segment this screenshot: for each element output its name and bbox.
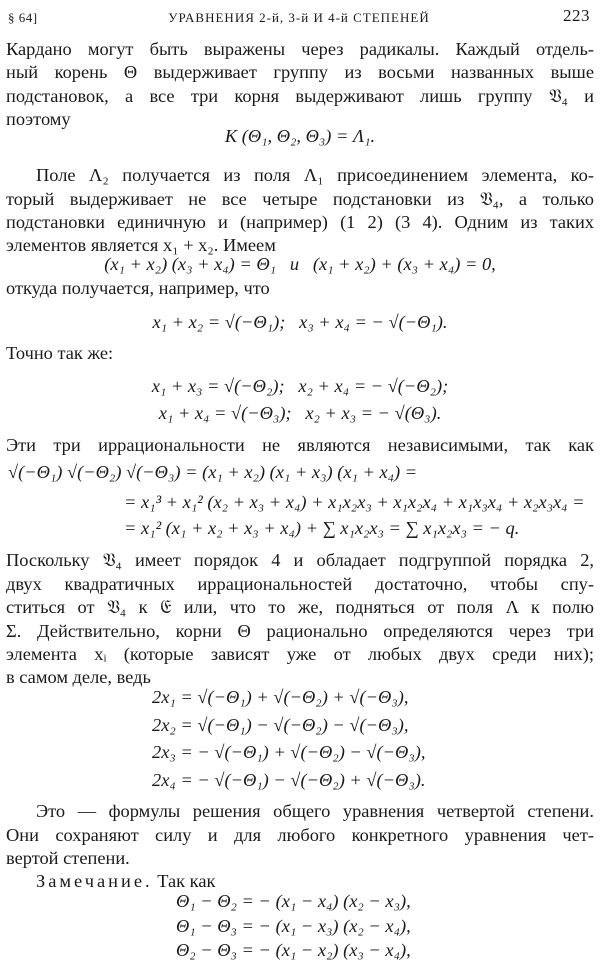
running-title: УРАВНЕНИЯ 2-й, 3-й И 4-й СТЕПЕНЕЙ — [168, 10, 430, 25]
formula: (x₁ + x₂) (x₃ + x₄) = Θ₁ и (x₁ + x₂) + (x₃ + x₄) = 0, — [104, 254, 496, 274]
running-header — [8, 6, 590, 32]
text-line: ститься от 𝔙₄ к 𝔈 или, что то же, подняться от поля Λ к полю — [6, 597, 594, 617]
text-line: Они сохраняют силу и для любого конкретного уравнения чет- — [6, 825, 594, 845]
text-line: подстановки единичную и (например) (1 2) (3 4). Одним из таких — [6, 212, 594, 232]
formula: = x₁³ + x₁² (x₂ + x₃ + x₄) + x₁x₂x₃ + x₁x₂x₄ + x₁x₃x₄ + x₂x₃x₄ = — [124, 492, 585, 512]
text-line: откуда получается, например, что — [6, 278, 270, 298]
section-ref: § 64] — [8, 10, 38, 25]
formula: 2x₃ = − √(−Θ₁) + √(−Θ₂) − √(−Θ₃), — [152, 742, 426, 762]
formula: Θ₂ − Θ₃ = − (x₁ − x₂) (x₃ − x₄), — [176, 940, 411, 960]
text-line: Кардано могут быть выражены через радикалы. Каждый отдель- — [6, 39, 594, 59]
formula: Θ₁ − Θ₂ = − (x₁ − x₄) (x₂ − x₃), — [176, 891, 411, 911]
text-line: элементов является x₁ + x₂. Имеем — [6, 235, 276, 255]
formula: √(−Θ₁) √(−Θ₂) √(−Θ₃) = (x₁ + x₂) (x₁ + x₃) (x₁ + x₄) = — [8, 462, 418, 482]
text-line: торый выдерживает не все четыре подстановки из 𝔙₄, а только — [6, 189, 594, 209]
text-line: элемента xᵢ (которые зависят уже от любых двух среди них); — [6, 644, 594, 664]
text-line: поэтому — [6, 109, 71, 129]
formula: Θ₁ − Θ₃ = − (x₁ − x₃) (x₂ − x₄), — [176, 916, 411, 936]
formula: 2x₁ = √(−Θ₁) + √(−Θ₂) + √(−Θ₃), — [152, 687, 409, 707]
formula: x₁ + x₂ = √(−Θ₁); x₃ + x₄ = − √(−Θ₁). — [152, 312, 448, 332]
formula: = x₁² (x₁ + x₂ + x₃ + x₄) + ∑ x₁x₂x₃ = ∑ x₁x₂x₃ = − q. — [124, 518, 520, 538]
remark-text: Так как — [157, 871, 216, 891]
formula: 2x₄ = − √(−Θ₁) − √(−Θ₂) + √(−Θ₃). — [152, 770, 426, 790]
text-line: подстановок, а все три корня выдерживают лишь группу 𝔙₄ и — [6, 86, 594, 106]
text-line: Поле Λ₂ получается из поля Λ₁ присоединением элемента, ко- — [36, 165, 594, 185]
text-line: вертой степени. — [6, 848, 130, 868]
text-line: двух квадратичных иррациональностей достаточно, чтобы спу- — [6, 574, 594, 594]
page-number: 223 — [563, 6, 590, 25]
text-line: Это — формулы решения общего уравнения четвертой степени. — [36, 801, 594, 821]
text-line: Точно так же: — [6, 343, 114, 363]
formula: K (Θ₁, Θ₂, Θ₃) = Λ₁. — [224, 126, 376, 146]
formula: x₁ + x₄ = √(−Θ₃); x₂ + x₃ = − √(Θ₃). — [158, 403, 442, 423]
remark-label: Замечание. — [36, 871, 153, 891]
remark-line — [36, 872, 594, 890]
formula: 2x₂ = √(−Θ₁) − √(−Θ₂) − √(−Θ₃), — [152, 715, 409, 735]
text-line: в самом деле, ведь — [6, 667, 151, 687]
text-line: Эти три иррациональности не являются независимыми, так как — [6, 435, 594, 455]
text-line: Поскольку 𝔙₄ имеет порядок 4 и обладает подгруппой порядка 2, — [6, 550, 594, 570]
text-line: Σ. Действительно, корни Θ рационально определяются через три — [6, 621, 594, 641]
formula: x₁ + x₃ = √(−Θ₂); x₂ + x₄ = − √(−Θ₂); — [151, 376, 449, 396]
text-line: ный корень Θ выдерживает группу из восьми названных выше — [6, 62, 594, 82]
